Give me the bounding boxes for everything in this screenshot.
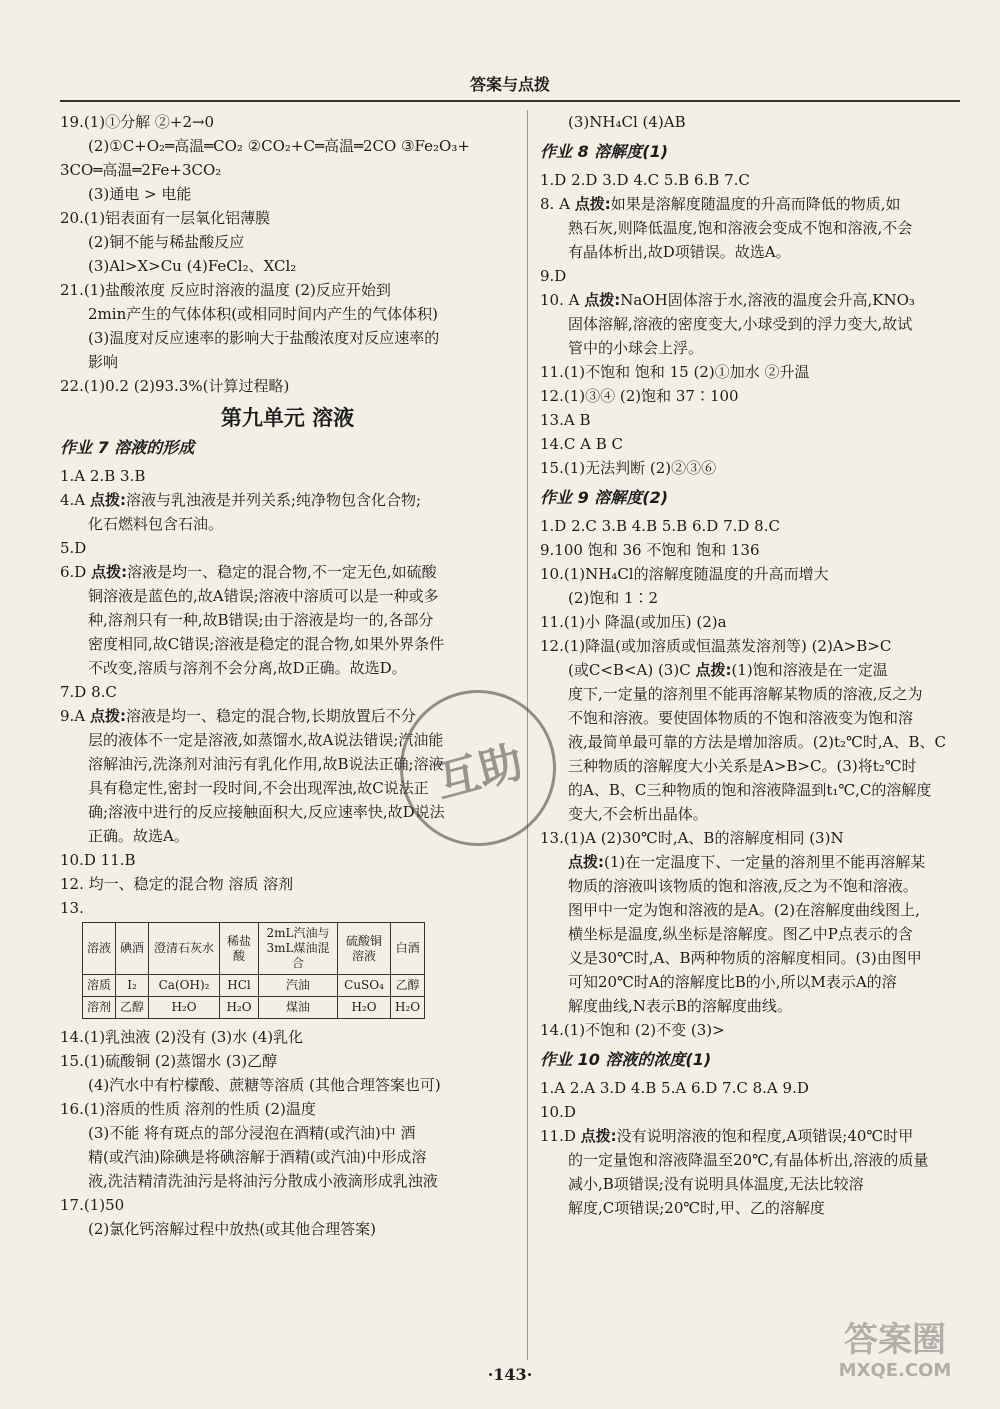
answer-line: 熟石灰,则降低温度,饱和溶液会变成不饱和溶液,不会 (568, 219, 913, 237)
answer-line: (2)氯化钙溶解过程中放热(或其他合理答案) (88, 1220, 376, 1238)
answer-line: 解度曲线,N表示B的溶解度曲线。 (568, 997, 792, 1015)
answer-line: 22.(1)0.2 (2)93.3%(计算过程略) (60, 377, 290, 395)
tip-label: 点拨: (580, 1127, 617, 1145)
answer-line (60, 488, 515, 512)
tip-text: (1)饱和溶液是在一定温 (731, 661, 888, 679)
table-cell: 溶液 (83, 923, 116, 975)
table-row (83, 997, 425, 1019)
answer-line: 20.(1)铝表面有一层氧化铝薄膜 (60, 209, 271, 227)
table-cell: 澄清石灰水 (149, 923, 220, 975)
left-column (60, 110, 515, 1241)
table-cell: Ca(OH)₂ (149, 975, 220, 997)
answer-line: 确;溶液中进行的反应接触面积大,反应速率快,故D说法 (88, 803, 445, 821)
answer-line: 可知20℃时A的溶解度比B的小,所以M表示A的溶 (568, 973, 897, 991)
table-cell: H₂O (149, 997, 220, 1019)
answer-line: 具有稳定性,密封一段时间,不会出现浑浊,故C说法正 (88, 779, 429, 797)
answer-line: 减小,B项错误;没有说明具体温度,无法比较溶 (568, 1175, 864, 1193)
answer-line: 的一定量饱和溶液降温至20℃,有晶体析出,溶液的质量 (568, 1151, 929, 1169)
tip-label: 点拨: (574, 195, 611, 213)
table-cell: 溶质 (83, 975, 116, 997)
answer-line: 9.D (540, 267, 567, 285)
page-header (60, 70, 960, 102)
unit-title: 第九单元 溶液 (220, 405, 355, 430)
page-number: ·143· (487, 1365, 533, 1384)
answer-line: 固体溶解,溶液的密度变大,小球受到的浮力变大,故试 (568, 315, 913, 333)
answer-line: (3)NH₄Cl (4)AB (568, 113, 686, 131)
answer-line: 10.D (540, 1103, 576, 1121)
section-title-9: 作业 9 溶解度(2) (540, 488, 669, 507)
answer-line: 12.(1)③④ (2)饱和 37∶100 (540, 387, 739, 405)
table-cell: 硫酸铜溶液 (338, 923, 391, 975)
answer-line: 14.(1)乳浊液 (2)没有 (3)水 (4)乳化 (60, 1028, 304, 1046)
answer-line (540, 192, 970, 216)
answer-line: 物质的溶液叫该物质的饱和溶液,反之为不饱和溶液。 (568, 877, 918, 895)
answer-line: 7.D 8.C (60, 683, 117, 701)
table-cell: 煤油 (259, 997, 338, 1019)
tip-text: NaOH固体溶于水,溶液的温度会升高,KNO₃ (620, 291, 915, 309)
answer-line: 度下,一定量的溶剂里不能再溶解某物质的溶液,反之为 (568, 685, 923, 703)
answer-line: 1.D 2.C 3.B 4.B 5.B 6.D 7.D 8.C (540, 517, 780, 535)
answer-line: 变大,不会析出晶体。 (568, 805, 708, 823)
answer-line: 有晶体析出,故D项错误。故选A。 (568, 243, 791, 261)
answer-line: 液,洗洁精清洗油污是将油污分散成小液滴形成乳浊液 (88, 1172, 438, 1190)
answer-line: 10.D 11.B (60, 851, 136, 869)
answer-line: 义是30℃时,A、B两种物质的溶解度相同。(3)由图甲 (568, 949, 922, 967)
table-cell: 乙醇 (116, 997, 149, 1019)
answer-line (540, 288, 970, 312)
watermark-corner-url: MXQE.COM (838, 1360, 952, 1381)
answer-line: 11.(1)小 降温(或加压) (2)a (540, 613, 727, 631)
header-title: 答案与点拨 (469, 75, 550, 94)
solution-table (82, 922, 425, 1019)
answer-num: 8. A (540, 195, 570, 213)
table-cell: 稀盐酸 (220, 923, 259, 975)
answer-line: 19.(1)①分解 ②+2→0 (60, 113, 215, 131)
answer-line: 解度,C项错误;20℃时,甲、乙的溶解度 (568, 1199, 825, 1217)
answer-line: 横坐标是温度,纵坐标是溶解度。图乙中P点表示的含 (568, 925, 913, 943)
answer-line: 1.A 2.A 3.D 4.B 5.A 6.D 7.C 8.A 9.D (540, 1079, 809, 1097)
tip-label: 点拨: (695, 661, 732, 679)
tip-text: 溶液是均一、稳定的混合物,长期放置后不分 (125, 707, 416, 725)
table-cell: H₂O (391, 997, 425, 1019)
answer-line: 溶解油污,洗涤剂对油污有乳化作用,故B说法正确;溶液 (88, 755, 444, 773)
section-title-10: 作业 10 溶液的浓度(1) (540, 1050, 712, 1069)
answer-line: 21.(1)盐酸浓度 反应时溶液的温度 (2)反应开始到 (60, 281, 391, 299)
answer-num: 11.D (540, 1127, 576, 1145)
answer-line: 不饱和溶液。要使固体物质的不饱和溶液变为饱和溶 (568, 709, 914, 727)
answer-line: 10.(1)NH₄Cl的溶解度随温度的升高而增大 (540, 565, 829, 583)
watermark-logo-icon (810, 1320, 980, 1390)
table-cell: 白酒 (391, 923, 425, 975)
table-row (83, 975, 425, 997)
answer-num: 9.A (60, 707, 86, 725)
answer-line: 层的液体不一定是溶液,如蒸馏水,故A说法错误;汽油能 (88, 731, 444, 749)
answer-line: 1.A 2.B 3.B (60, 467, 146, 485)
table-cell: I₂ (116, 975, 149, 997)
table-cell: HCl (220, 975, 259, 997)
answer-line: 液,最简单最可靠的方法是增加溶质。(2)t₂℃时,A、B、C (568, 733, 946, 751)
answer-num: 6.D (60, 563, 87, 581)
answer-line: 铜溶液是蓝色的,故A错误;溶液中溶质可以是一种或多 (88, 587, 439, 605)
answer-line: 密度相同,故C错误;溶液是稳定的混合物,如果外界条件 (88, 635, 445, 653)
tip-text: 如果是溶解度随温度的升高而降低的物质,如 (610, 195, 901, 213)
answer-line (540, 658, 970, 682)
tip-label: 点拨: (89, 707, 126, 725)
answer-line: 9.100 饱和 36 不饱和 饱和 136 (540, 541, 760, 559)
answer-line: 影响 (88, 353, 119, 371)
tip-text: (1)在一定温度下、一定量的溶剂里不能再溶解某 (604, 853, 926, 871)
answer-line (540, 1124, 970, 1148)
answer-line: 5.D (60, 539, 87, 557)
section-title-7: 作业 7 溶液的形成 (60, 438, 195, 457)
table-cell: CuSO₄ (338, 975, 391, 997)
table-cell: 溶剂 (83, 997, 116, 1019)
tip-text: 溶液与乳浊液是并列关系;纯净物包含化合物; (125, 491, 422, 509)
answer-line (540, 850, 970, 874)
answer-line: 种,溶剂只有一种,故B错误;由于溶液是均一的,各部分 (88, 611, 434, 629)
table-cell: 碘酒 (116, 923, 149, 975)
watermark-corner-text: 答案圈 (844, 1320, 946, 1360)
answer-line: 13.(1)A (2)30℃时,A、B的溶解度相同 (3)N (540, 829, 844, 847)
answer-line: (3)Al>X>Cu (4)FeCl₂、XCl₂ (88, 257, 297, 275)
table-cell: 汽油 (259, 975, 338, 997)
answer-line: (2)①C+O₂═高温═CO₂ ②CO₂+C═高温═2CO ③Fe₂O₃+ (88, 137, 470, 155)
table-cell: 2mL汽油与3mL煤油混合 (259, 923, 338, 975)
answer-line: (3)通电 > 电能 (88, 185, 192, 203)
tip-label: 点拨: (91, 563, 128, 581)
answer-text: (或C<B<A) (3)C (568, 661, 691, 679)
table-cell: H₂O (220, 997, 259, 1019)
watermark-seal-text: 互助 (430, 736, 529, 809)
tip-label: 点拨: (89, 491, 126, 509)
table-cell: H₂O (338, 997, 391, 1019)
answer-line: 12.(1)降温(或加溶质或恒温蒸发溶剂等) (2)A>B>C (540, 637, 892, 655)
answer-line (60, 560, 515, 584)
answer-line: 不改变,溶质与溶剂不会分离,故D正确。故选D。 (88, 659, 407, 677)
answer-line: 3CO═高温═2Fe+3CO₂ (60, 161, 222, 179)
answer-num: 10. A (540, 291, 580, 309)
answer-line: 图甲中一定为饱和溶液的是A。(2)在溶解度曲线图上, (568, 901, 920, 919)
answer-line: 三种物质的溶解度大小关系是A>B>C。(3)将t₂℃时 (568, 757, 917, 775)
right-column (540, 110, 970, 1220)
answer-num: 4.A (60, 491, 86, 509)
answer-line: 正确。故选A。 (88, 827, 189, 845)
answer-line: 13.A B (540, 411, 591, 429)
answer-line: 15.(1)无法判断 (2)②③⑥ (540, 459, 717, 477)
answer-line: 2min产生的气体体积(或相同时间内产生的气体体积) (88, 305, 438, 323)
answer-line: (2)饱和 1∶2 (568, 589, 659, 607)
answer-line: (4)汽水中有柠檬酸、蔗糖等溶质 (其他合理答案也可) (88, 1076, 441, 1094)
answer-line: 11.(1)不饱和 饱和 15 (2)①加水 ②升温 (540, 363, 810, 381)
table-row (83, 923, 425, 975)
answer-line: 12. 均一、稳定的混合物 溶质 溶剂 (60, 875, 294, 893)
answer-line: 1.D 2.D 3.D 4.C 5.B 6.B 7.C (540, 171, 750, 189)
answer-line: (3)温度对反应速率的影响大于盐酸浓度对反应速率的 (88, 329, 440, 347)
answer-line: 17.(1)50 (60, 1196, 125, 1214)
tip-text: 没有说明溶液的饱和程度,A项错误;40℃时甲 (616, 1127, 914, 1145)
answer-line: 的A、B、C三种物质的饱和溶液降温到t₁℃,C的溶解度 (568, 781, 932, 799)
tip-label: 点拨: (584, 291, 621, 309)
answer-line: 14.(1)不饱和 (2)不变 (3)> (540, 1021, 725, 1039)
answer-line: (3)不能 将有斑点的部分浸泡在酒精(或汽油)中 酒 (88, 1124, 416, 1142)
tip-label: 点拨: (568, 853, 604, 871)
tip-text: 溶液是均一、稳定的混合物,不一定无色,如硫酸 (127, 563, 437, 581)
answer-line: 16.(1)溶质的性质 溶剂的性质 (2)温度 (60, 1100, 316, 1118)
section-title-8: 作业 8 溶解度(1) (540, 142, 669, 161)
answer-line: 精(或汽油)除碘是将碘溶解于酒精(或汽油)中形成溶 (88, 1148, 427, 1166)
answer-line: 化石燃料包含石油。 (88, 515, 224, 533)
table-cell: 乙醇 (391, 975, 425, 997)
answer-line: 管中的小球会上浮。 (568, 339, 704, 357)
answer-line: 13. (60, 899, 84, 917)
answer-line: 14.C A B C (540, 435, 623, 453)
answer-line: 15.(1)硫酸铜 (2)蒸馏水 (3)乙醇 (60, 1052, 278, 1070)
answer-line: (2)铜不能与稀盐酸反应 (88, 233, 245, 251)
